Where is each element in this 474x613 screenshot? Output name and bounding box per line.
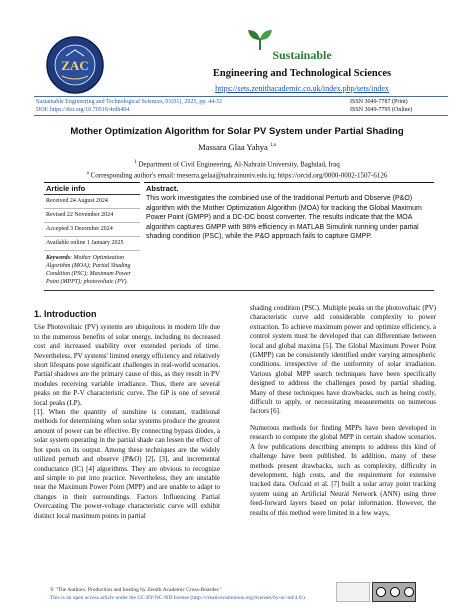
affiliation-email: $^a$ Corresponding author's email: meserra.gelaa@nahrainuniv.edu.iq; https://orcid.org/0000-0002-1507-6126 xyxy=(86,171,388,180)
leaf-sprout-logo-icon xyxy=(245,28,275,50)
brand-name: Sustainable xyxy=(272,48,332,62)
affiliations xyxy=(0,158,474,181)
paragraph: Use Photovoltaic (PV) systems are ubiquitous in modern life due to the numerous benefits of solar energy, including its decreased cost and increased usability over extended periods of time. Nevertheless, PV systems' limited energy efficiency and relatively short lifespans pose significant challenges in real-world scenarios. Partial shadows are the primary cause of this, as they result in PV modules receiving variable irradiance. Thus, there are several peaks on the P-V characteristic curve. The GP is one of several local peaks (LP). xyxy=(34,323,220,407)
article-info-heading: Article info xyxy=(44,183,140,195)
paper-title: Mother Optimization Algorithm for Solar PV System under Partial Shading xyxy=(70,126,404,137)
footer-license xyxy=(50,586,306,602)
abstract-text: This work investigates the combined use of the traditional Perturb and Observe (P&O) algorithm with the Mother Optimization Algorithm (MOA) for tracking the Global Maximum Power Point (GMPP) and a DC-DC boost converter. The results indicate that the MOA algorithm captures GMPP with 98% efficiency in MATLAB Simulink running under partial shading condition (PSC), while the P&O approach fails to capture GMPP. xyxy=(146,195,422,241)
received-date: Received 24 August 2024 xyxy=(44,195,140,209)
abstract-heading: Abstract. xyxy=(146,184,179,193)
journal-header xyxy=(0,0,474,100)
publisher-mini-logo-icon xyxy=(336,582,370,602)
keywords-label: Keywords xyxy=(46,255,70,261)
citation-bar xyxy=(34,96,448,116)
citation-block xyxy=(36,98,222,114)
right-column xyxy=(250,304,436,518)
svg-text:ZAC: ZAC xyxy=(61,58,89,73)
doi-link[interactable]: DOI: https://doi.org/10.70516/4rdh404 xyxy=(36,107,130,113)
available-date: Available online 1 January 2025 xyxy=(44,237,140,251)
paragraph: Numerous methods for finding MPPs have been developed in research to compute the global MPP in certain shadow scenarios. A few publications describing attempts to address this kind of challenge have been published. In addition, many of these methods present drawbacks, such as complexity, difficulty in development, high costs, and the requirement for extensive tracked data. Oufcaid et al. [7] built a solar array point tracking system using an Artificial Neural Network (ANN) using three feed-forward layers based on polar information. However, the results of this method were limited in a few ways, xyxy=(250,423,436,517)
paragraph: [1]. When the quantity of sunshine is constant, traditional methods for determining when solar systems produce the greatest amount of power can be effective. By connecting bypass diodes, a solar system operating in the partial shade can lessen the effect of hot spots on its output. Among these techniques are the widely utilized perturb and observe (P&O) [2], [3], and incremental conductance (IC) [4] algorithms. They are obvious to recognize and simple to put into practice. Nevertheless, they are unstable near the Maximum Power Point (MPP) and are unable to adapt to changes in their surroundings. Factors Influencing Partial Overcasting The power-voltage characteristic curve will exhibit distinct local maximum points in partial xyxy=(34,408,220,520)
license-link[interactable]: This is an open access article under the CC BY-NC-ND license (http://creativecommons.org/licenses/by-nc-nd/4.0/). xyxy=(50,595,307,601)
by-icon xyxy=(390,587,400,597)
academic-seal-logo-icon xyxy=(46,36,104,94)
page-footer xyxy=(0,576,474,613)
abstract-box xyxy=(144,182,434,290)
nd-icon xyxy=(404,587,414,597)
keywords-text: Mother Optimization Algorithm (MOA); Partial Shading Condition (PSC); Maximum Power Point (MPPT); photovoltaic (PV). xyxy=(46,255,131,285)
author-line xyxy=(0,142,474,152)
author-sup: 1,a xyxy=(269,143,276,149)
journal-name: Engineering and Technological Sciences xyxy=(212,68,392,79)
divider xyxy=(44,290,434,291)
article-info-box xyxy=(44,182,140,290)
paragraph: shading condition (PSC). Multiple peaks on the photovoltaic (PV) characteristic curve add considerable complexity to power extraction. To achieve maximum power and optimize efficiency, a control system must be developed that can differentiate between local and global maxima [5]. The Global Maximum Power Point (GMPP) can be consistently identified under varying atmospheric conditions, irrespective of the uniformity of solar irradiation. Various global MPP search techniques have been specifically designed to address the challenges posed by partial shading. Many of these techniques have drawbacks, such as being costly, difficult to apply, or necessitating measurements on numerous factors [6]. xyxy=(250,304,436,416)
footer-copyright: © "The Authors. Production and hosting by Zenith Academic Cross-Boarder." xyxy=(50,587,222,593)
keywords: Keywords: Mother Optimization Algorithm (MOA); Partial Shading Condition (PSC); Maximum Power Point (MPPT); photovoltaic (PV). xyxy=(46,255,131,285)
cc-icon xyxy=(376,587,386,597)
cc-by-nc-nd-badge-icon[interactable] xyxy=(372,582,416,602)
citation-text: Sustainable Engineering and Technological Sciences, 01(01), 2025, pp. 44-51 xyxy=(36,99,223,105)
section-heading: 1. Introduction xyxy=(34,309,97,319)
revised-date: Revised 22 November 2024 xyxy=(44,209,140,223)
accepted-date: Accepted 3 December 2024 xyxy=(44,223,140,237)
author-name: Massara Glaa Yahya xyxy=(198,142,268,152)
issn-block xyxy=(350,98,412,114)
issn-print: ISSN 3049-7787 (Print) xyxy=(350,99,408,105)
affiliation-1: $^1$ Department of Civil Engineering, Al-Nahrain University, Baghdad, Iraq xyxy=(134,160,340,169)
journal-url-link[interactable]: https://sets.zenithacademic.co.uk/index.php/sets/index xyxy=(215,84,389,93)
issn-online: ISSN 3049-7795 (Online) xyxy=(350,107,413,113)
left-column xyxy=(34,304,220,521)
